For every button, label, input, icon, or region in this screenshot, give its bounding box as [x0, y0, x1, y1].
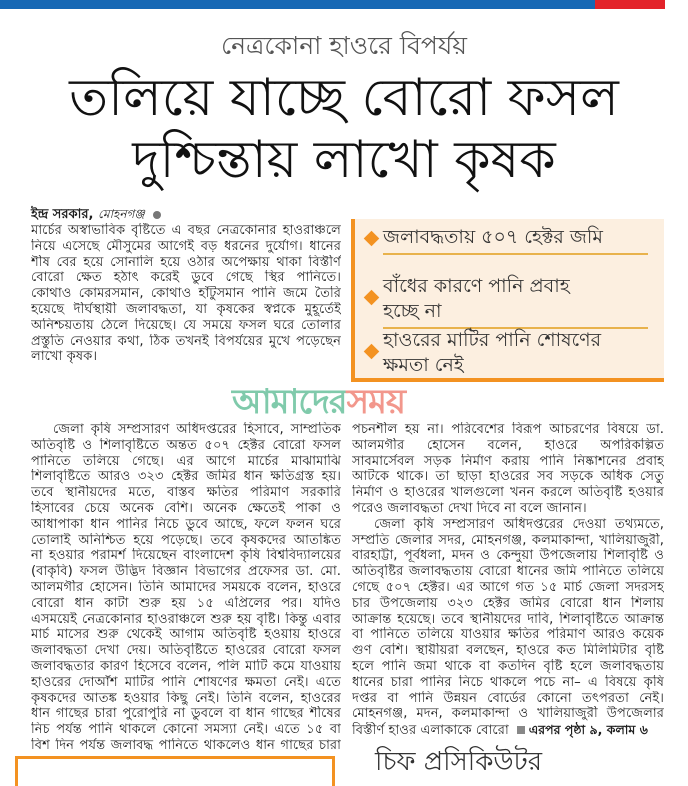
text-line: কোথাও কোমরসমান, কোথাও হাঁটুসমান পানি জমে তৈরি: [31, 286, 341, 302]
text-line: [352, 722, 664, 738]
text-line: নিচ পর্যন্ত পানি থাকলে কোনো সমস্যা নেই। এতে ১৫ বা: [31, 722, 341, 738]
highlight-item: [383, 274, 648, 324]
highlights-box: [351, 219, 664, 382]
article-left-paragraph-2: [31, 422, 341, 754]
text-line: অতিবৃষ্টির জলাবদ্ধতায় বোরো ধানের জমি পানিতে তলিয়ে: [352, 564, 664, 580]
diamond-bullet-icon: [364, 290, 380, 306]
text-line: বোরো ক্ষেত হঠাৎ করেই ডুবে গেছে স্থির পানিতে।: [31, 270, 341, 286]
text-line: বোরো ধান কাটা শুরু হয় ১৫ এপ্রিলের পর। যদিও: [31, 595, 341, 611]
top-color-bar: [0, 0, 600, 9]
article-right-column: [352, 422, 664, 738]
byline-location: মোহনগঞ্জ: [98, 207, 145, 221]
highlight-line: ক্ষমতা নেই: [383, 354, 464, 376]
highlight-line: হচ্ছে না: [383, 300, 442, 322]
byline: [31, 206, 161, 223]
text-line: জলাবদ্ধতার কারণ হিসেবে বলেন, পলি মাটি কমে যাওয়ায়: [31, 658, 341, 674]
text-line: পচনশীল হয় না। পরিবেশের বিরূপ আচরণের বিষয়ে ডা.: [352, 422, 664, 437]
next-article-box: [15, 756, 335, 786]
text-line: পরেও জলাবদ্ধতা দেখা দিবে না বলে জানান।: [352, 500, 587, 516]
text-line: হিসাবের চেয়ে অনেক বেশি। অনেক ক্ষেতেই পাকা ও: [31, 500, 341, 516]
headline-line-1: তলিয়ে যাচ্ছে বোরো ফসল: [69, 68, 619, 128]
text-line: না হওয়ার পরামর্শ দিয়েছেন বাংলাদেশ কৃষি বিশ্ববিদ্যালয়ের: [31, 548, 341, 564]
text-line: মার্চ মাসের শুরু থেকেই আগাম অতিবৃষ্টি হওয়ায় হাওরে: [31, 627, 341, 643]
byline-author: ইন্দ্র সরকার,: [31, 207, 94, 222]
text-line: চার উপজেলায় ৩২৩ হেক্টর জমির বোরো ধান শিলায়: [352, 595, 664, 611]
kicker: নেত্রকোনা হাওরে বিপর্যয়: [220, 31, 468, 60]
highlight-line: বাঁধের কারণে পানি প্রবাহ: [383, 275, 570, 297]
top-red-block: [595, 0, 665, 9]
text-line: জলাবদ্ধতা দেখা দেয়। অতিবৃষ্টিতে হাওরের বোরো ফসল: [31, 643, 341, 659]
diamond-bullet-icon: [364, 344, 380, 360]
text-line: নিয়ে এসেছে মৌসুমের আগেই বড় ধরনের দুর্যোগ। ধানের: [31, 238, 341, 254]
text-line: আক্রান্ত হয়েছে। তবে স্থানীয়দের দাবি, শিলাবৃষ্টিতে আক্রান্ত: [352, 611, 664, 627]
text-line: সম্প্রতি জেলার সদর, মোহনগঞ্জ, কলমাকান্দা, খালিয়াজুরী,: [352, 532, 664, 548]
text-line: পানিতে তলিয়ে গেছে। এর আগে মার্চের মাঝামাঝি: [31, 453, 341, 469]
next-article-heading: চিফ প্রসিকিউটর: [375, 747, 543, 777]
text-line: আটকে থাকে। তা ছাড়া হাওরের সব সড়কে অধিক সেতু: [352, 469, 664, 485]
text-line: অনিশ্চয়তায় ঠেলে দিয়েছে। যে সময়ে ফসল ঘরে তোলার: [31, 317, 341, 333]
text-line: তোলাই অনিশ্চিত হয়ে পড়েছে। তবে কৃষকদের আতঙ্কিত: [31, 532, 341, 548]
text-line: সাবমার্সেবল সড়ক নির্মাণ করায় পানি নিষ্কাশনের প্রবাহ: [352, 453, 664, 469]
text-line: দপ্তর বা পানি উন্নয়ন বোর্ডের কোনো তৎপরতা নেই।: [352, 690, 664, 706]
highlight-line: জলাবদ্ধতায় ৫০৭ হেক্টর জমি: [383, 226, 603, 248]
text-line: এসময়েই নেত্রকোনার হাওরাঞ্চলে শুরু হয় বৃষ্টি। কিন্তু এবার: [31, 611, 341, 627]
headline-line-2: দুশ্চিন্তায় লাখো কৃষক: [132, 130, 556, 190]
highlight-divider: [383, 253, 648, 255]
text-line: হাওরের দোআঁশ মাটির পানি শোষণের ক্ষমতা নেই। এতে: [31, 674, 341, 690]
text-line: নির্মাণ ও হাওরের খালগুলো খনন করলে অতিবৃষ্টি হওয়ার: [352, 485, 664, 501]
text-line: গুণ বেশি। স্থায়ীয়রা বলছেন, হাওরে কত মিলিমিটার বৃষ্টি: [352, 643, 664, 659]
text-line: শিলাবৃষ্টিতে আরও ৩২৩ হেক্টর জমির ধান ক্ষতিগ্রস্ত হয়।: [31, 469, 341, 485]
watermark-part-1: আমাদের: [232, 382, 347, 422]
watermark-logo: [232, 384, 405, 420]
text-line: শীষ বের হয়ে সোনালি হয়ে ওঠার অপেক্ষায় থাকা বিস্তীর্ণ: [31, 254, 341, 270]
text-line: জেলা কৃষি সম্প্রসারণ অধিদপ্তরের দেওয়া তথ্যমতে,: [374, 516, 664, 532]
text-line-content: বিস্তীর্ণ হাওর এলাকাকে বোরো: [352, 723, 509, 738]
text-line: কৃষকদের আতঙ্ক হওয়ার কিছু নেই। তিনি বলেন, হাওরের: [31, 690, 341, 706]
square-marker-icon: [517, 726, 525, 734]
text-line: আলমগীর হোসেন বলেন, হাওরে অপরিকল্পিত: [352, 437, 664, 453]
text-line: গেছে ৫০৭ হেক্টর। এর আগে গত ১৫ মার্চ জেলা সদরসহ: [352, 579, 664, 595]
highlight-line: হাওরের মাটির পানি শোষণের: [383, 329, 602, 351]
text-line: (বাকৃবি) ফসল উদ্ভিদ বিজ্ঞান বিভাগের প্রফেসর ডা. মো.: [31, 564, 341, 580]
continuation-link[interactable]: [509, 722, 648, 737]
text-line: আলমগীর হোসেন। তিনি আমাদের সময়কে বলেন, হাওরে: [31, 579, 341, 595]
watermark-part-2: সময়: [346, 382, 405, 422]
diamond-bullet-icon: [364, 231, 380, 247]
bullet-dot-icon: [153, 211, 161, 219]
text-line: বিশ দিন পর্যন্ত জলাবদ্ধ পানিতে থাকলেও ধান গাছের চারা: [31, 737, 341, 753]
text-line: ধান গাছের চারা পুরোপুরি না ডুবলে বা ধান গাছের শীষের: [31, 706, 341, 722]
highlight-item: [383, 328, 648, 378]
text-line: অতিবৃষ্টি ও শিলাবৃষ্টিতে অন্তত ৫০৭ হেক্টর বোরো ফসল: [31, 437, 341, 453]
text-line: হয়েছে দীর্ঘস্থায়ী জলাবদ্ধতা, যা কৃষকের স্বপ্নকে মুহূর্তেই: [31, 301, 341, 317]
text-line: হলে পানি জমা থাকে বা কতদিন বৃষ্টি হলে জলাবদ্ধতায়: [352, 658, 664, 674]
text-line: বারহাট্টা, পূর্বধলা, মদন ও কেন্দুয়া উপজেলায় শিলাবৃষ্টি ও: [352, 548, 664, 564]
article-left-paragraph-1: [31, 223, 341, 365]
text-line: লাখো কৃষক।: [31, 349, 98, 365]
text-line: ধানের চারা পানির নিচে থাকলে পচে না– এ বিষয়ে কৃষি: [352, 674, 664, 690]
text-line: মোহনগঞ্জ, মদন, কলমাকান্দা ও খালিয়াজুরী উপজেলার: [352, 706, 664, 722]
text-line: জেলা কৃষি সম্প্রসারণ অধিদপ্তরের হিসাবে, সাম্প্রতিক: [53, 422, 341, 437]
text-line: বা পানিতে তলিয়ে যাওয়ার ক্ষতির পরিমাণ আরও কয়েক: [352, 627, 664, 643]
continuation-text: এরপর পৃষ্ঠা ৯, কলাম ৬: [528, 722, 648, 738]
text-line: তবে স্থানীয়দের মতে, বাস্তব ক্ষতির পরিমাণ সরকারি: [31, 485, 341, 501]
highlight-item: [383, 225, 648, 250]
text-line: প্রস্তুতি নেওয়ার কথা, ঠিক তখনই বিপর্যয়ের মুখে পড়েছেন: [31, 333, 341, 349]
text-line: মার্চের অস্বাভাবিক বৃষ্টিতে এ বছর নেত্রকোনার হাওরাঞ্চলে: [31, 223, 341, 238]
text-line: আধাপাকা ধান পানির নিচে ডুবে আছে, ফলে ফলন ঘরে: [31, 516, 341, 532]
